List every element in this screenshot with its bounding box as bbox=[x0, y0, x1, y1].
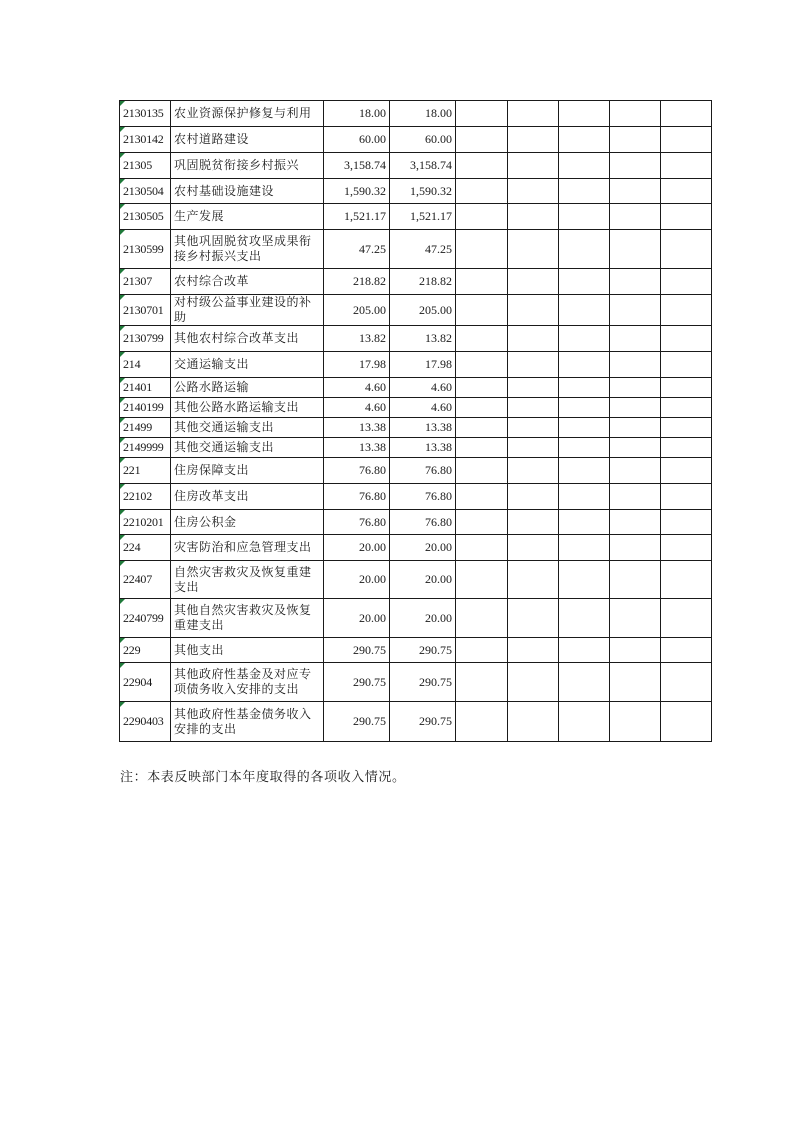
appropriation-amount: 1,521.17 bbox=[390, 204, 456, 230]
total-amount: 17.98 bbox=[324, 352, 390, 378]
empty-cell bbox=[559, 153, 610, 179]
empty-cell bbox=[508, 438, 559, 458]
empty-cell bbox=[456, 153, 508, 179]
appropriation-amount: 20.00 bbox=[390, 561, 456, 599]
cell-marker-icon bbox=[120, 510, 125, 515]
subject-code-cell bbox=[120, 295, 171, 326]
empty-cell bbox=[508, 561, 559, 599]
empty-cell bbox=[661, 269, 712, 295]
empty-cell bbox=[661, 326, 712, 352]
empty-cell bbox=[508, 326, 559, 352]
subject-code: 2130799 bbox=[123, 331, 164, 345]
empty-cell bbox=[508, 638, 559, 663]
table-row bbox=[120, 484, 712, 510]
empty-cell bbox=[661, 127, 712, 153]
table-row bbox=[120, 561, 712, 599]
subject-code: 21307 bbox=[123, 274, 153, 288]
empty-cell bbox=[508, 599, 559, 638]
empty-cell bbox=[559, 352, 610, 378]
empty-cell bbox=[559, 230, 610, 269]
subject-name: 农村道路建设 bbox=[171, 127, 324, 153]
appropriation-amount: 17.98 bbox=[390, 352, 456, 378]
empty-cell bbox=[610, 230, 661, 269]
subject-name: 灾害防治和应急管理支出 bbox=[171, 535, 324, 561]
cell-marker-icon bbox=[120, 204, 125, 209]
empty-cell bbox=[559, 295, 610, 326]
total-amount: 18.00 bbox=[324, 101, 390, 127]
empty-cell bbox=[661, 599, 712, 638]
subject-code-cell bbox=[120, 702, 171, 742]
empty-cell bbox=[610, 352, 661, 378]
total-amount: 4.60 bbox=[324, 378, 390, 398]
total-amount: 20.00 bbox=[324, 535, 390, 561]
subject-code-cell bbox=[120, 458, 171, 484]
cell-marker-icon bbox=[120, 438, 125, 443]
empty-cell bbox=[456, 458, 508, 484]
appropriation-amount: 60.00 bbox=[390, 127, 456, 153]
empty-cell bbox=[661, 153, 712, 179]
table-row bbox=[120, 418, 712, 438]
empty-cell bbox=[559, 378, 610, 398]
empty-cell bbox=[610, 438, 661, 458]
subject-code-cell bbox=[120, 663, 171, 702]
total-amount: 76.80 bbox=[324, 484, 390, 510]
subject-code-cell bbox=[120, 326, 171, 352]
subject-code-cell bbox=[120, 418, 171, 438]
empty-cell bbox=[456, 510, 508, 535]
cell-marker-icon bbox=[120, 326, 125, 331]
total-amount: 3,158.74 bbox=[324, 153, 390, 179]
empty-cell bbox=[661, 101, 712, 127]
empty-cell bbox=[508, 204, 559, 230]
subject-name: 自然灾害救灾及恢复重建支出 bbox=[171, 561, 324, 599]
table-row bbox=[120, 295, 712, 326]
budget-table-container bbox=[119, 100, 711, 742]
empty-cell bbox=[456, 438, 508, 458]
table-row bbox=[120, 101, 712, 127]
subject-code-cell bbox=[120, 599, 171, 638]
subject-name: 对村级公益事业建设的补助 bbox=[171, 295, 324, 326]
subject-code-cell bbox=[120, 484, 171, 510]
subject-name: 其他支出 bbox=[171, 638, 324, 663]
table-row bbox=[120, 326, 712, 352]
empty-cell bbox=[559, 398, 610, 418]
appropriation-amount: 76.80 bbox=[390, 458, 456, 484]
empty-cell bbox=[456, 352, 508, 378]
subject-code-cell bbox=[120, 153, 171, 179]
table-row bbox=[120, 127, 712, 153]
total-amount: 1,590.32 bbox=[324, 179, 390, 204]
total-amount: 290.75 bbox=[324, 663, 390, 702]
appropriation-amount: 76.80 bbox=[390, 484, 456, 510]
footnote: 注：本表反映部门本年度取得的各项收入情况。 bbox=[120, 769, 406, 784]
table-row bbox=[120, 535, 712, 561]
empty-cell bbox=[610, 179, 661, 204]
table-row bbox=[120, 204, 712, 230]
cell-marker-icon bbox=[120, 378, 125, 383]
total-amount: 1,521.17 bbox=[324, 204, 390, 230]
empty-cell bbox=[610, 269, 661, 295]
table-row bbox=[120, 352, 712, 378]
subject-code: 224 bbox=[123, 540, 141, 554]
empty-cell bbox=[559, 179, 610, 204]
empty-cell bbox=[508, 127, 559, 153]
empty-cell bbox=[661, 561, 712, 599]
total-amount: 4.60 bbox=[324, 398, 390, 418]
empty-cell bbox=[610, 127, 661, 153]
empty-cell bbox=[456, 230, 508, 269]
table-row bbox=[120, 599, 712, 638]
table-row bbox=[120, 153, 712, 179]
empty-cell bbox=[559, 458, 610, 484]
subject-name: 住房保障支出 bbox=[171, 458, 324, 484]
subject-name: 农村综合改革 bbox=[171, 269, 324, 295]
subject-code-cell bbox=[120, 535, 171, 561]
empty-cell bbox=[661, 204, 712, 230]
appropriation-amount: 290.75 bbox=[390, 702, 456, 742]
appropriation-amount: 290.75 bbox=[390, 663, 456, 702]
cell-marker-icon bbox=[120, 295, 125, 300]
cell-marker-icon bbox=[120, 418, 125, 423]
empty-cell bbox=[559, 204, 610, 230]
cell-marker-icon bbox=[120, 599, 125, 604]
subject-name: 其他巩固脱贫攻坚成果衔接乡村振兴支出 bbox=[171, 230, 324, 269]
total-amount: 47.25 bbox=[324, 230, 390, 269]
empty-cell bbox=[456, 561, 508, 599]
total-amount: 20.00 bbox=[324, 599, 390, 638]
cell-marker-icon bbox=[120, 230, 125, 235]
table-row bbox=[120, 663, 712, 702]
subject-code-cell bbox=[120, 638, 171, 663]
subject-name: 住房改革支出 bbox=[171, 484, 324, 510]
table-row bbox=[120, 230, 712, 269]
empty-cell bbox=[456, 702, 508, 742]
empty-cell bbox=[661, 230, 712, 269]
empty-cell bbox=[661, 352, 712, 378]
subject-code: 22904 bbox=[123, 674, 153, 689]
table-body bbox=[120, 101, 712, 742]
appropriation-amount: 20.00 bbox=[390, 599, 456, 638]
appropriation-amount: 20.00 bbox=[390, 535, 456, 561]
appropriation-amount: 18.00 bbox=[390, 101, 456, 127]
empty-cell bbox=[610, 295, 661, 326]
empty-cell bbox=[661, 458, 712, 484]
cell-marker-icon bbox=[120, 663, 125, 668]
appropriation-amount: 4.60 bbox=[390, 398, 456, 418]
empty-cell bbox=[661, 484, 712, 510]
appropriation-amount: 76.80 bbox=[390, 510, 456, 535]
empty-cell bbox=[661, 535, 712, 561]
empty-cell bbox=[508, 510, 559, 535]
empty-cell bbox=[508, 663, 559, 702]
empty-cell bbox=[610, 535, 661, 561]
subject-name: 其他农村综合改革支出 bbox=[171, 326, 324, 352]
empty-cell bbox=[610, 153, 661, 179]
empty-cell bbox=[508, 230, 559, 269]
subject-name: 生产发展 bbox=[171, 204, 324, 230]
empty-cell bbox=[508, 484, 559, 510]
appropriation-amount: 47.25 bbox=[390, 230, 456, 269]
empty-cell bbox=[456, 204, 508, 230]
empty-cell bbox=[508, 702, 559, 742]
empty-cell bbox=[456, 179, 508, 204]
total-amount: 205.00 bbox=[324, 295, 390, 326]
subject-code: 2130504 bbox=[123, 183, 164, 198]
total-amount: 290.75 bbox=[324, 638, 390, 663]
table-row bbox=[120, 702, 712, 742]
table-row bbox=[120, 378, 712, 398]
empty-cell bbox=[610, 638, 661, 663]
empty-cell bbox=[661, 438, 712, 458]
cell-marker-icon bbox=[120, 702, 125, 707]
cell-marker-icon bbox=[120, 458, 125, 463]
subject-code-cell bbox=[120, 378, 171, 398]
subject-code-cell bbox=[120, 438, 171, 458]
empty-cell bbox=[559, 599, 610, 638]
subject-code: 214 bbox=[123, 357, 141, 371]
empty-cell bbox=[456, 127, 508, 153]
table-row bbox=[120, 438, 712, 458]
empty-cell bbox=[610, 599, 661, 638]
subject-name: 巩固脱贫衔接乡村振兴 bbox=[171, 153, 324, 179]
empty-cell bbox=[610, 561, 661, 599]
empty-cell bbox=[456, 484, 508, 510]
empty-cell bbox=[456, 101, 508, 127]
empty-cell bbox=[559, 269, 610, 295]
empty-cell bbox=[559, 663, 610, 702]
subject-code: 2130599 bbox=[123, 241, 164, 256]
budget-table bbox=[119, 100, 712, 742]
empty-cell bbox=[661, 702, 712, 742]
subject-name: 住房公积金 bbox=[171, 510, 324, 535]
empty-cell bbox=[661, 418, 712, 438]
cell-marker-icon bbox=[120, 638, 125, 643]
empty-cell bbox=[508, 352, 559, 378]
empty-cell bbox=[610, 484, 661, 510]
empty-cell bbox=[610, 398, 661, 418]
subject-code: 229 bbox=[123, 642, 141, 657]
subject-code-cell bbox=[120, 398, 171, 418]
subject-name: 其他政府性基金及对应专项债务收入安排的支出 bbox=[171, 663, 324, 702]
subject-code-cell bbox=[120, 510, 171, 535]
empty-cell bbox=[559, 510, 610, 535]
empty-cell bbox=[508, 418, 559, 438]
empty-cell bbox=[456, 535, 508, 561]
empty-cell bbox=[508, 535, 559, 561]
subject-name: 其他公路水路运输支出 bbox=[171, 398, 324, 418]
empty-cell bbox=[610, 101, 661, 127]
subject-code: 21401 bbox=[123, 380, 153, 394]
empty-cell bbox=[559, 702, 610, 742]
empty-cell bbox=[456, 418, 508, 438]
empty-cell bbox=[508, 101, 559, 127]
subject-name: 其他自然灾害救灾及恢复重建支出 bbox=[171, 599, 324, 638]
empty-cell bbox=[456, 663, 508, 702]
appropriation-amount: 4.60 bbox=[390, 378, 456, 398]
subject-code: 221 bbox=[123, 463, 141, 477]
table-row bbox=[120, 510, 712, 535]
appropriation-amount: 3,158.74 bbox=[390, 153, 456, 179]
empty-cell bbox=[610, 204, 661, 230]
appropriation-amount: 205.00 bbox=[390, 295, 456, 326]
empty-cell bbox=[661, 510, 712, 535]
empty-cell bbox=[456, 398, 508, 418]
empty-cell bbox=[456, 638, 508, 663]
empty-cell bbox=[661, 398, 712, 418]
appropriation-amount: 1,590.32 bbox=[390, 179, 456, 204]
empty-cell bbox=[456, 326, 508, 352]
cell-marker-icon bbox=[120, 398, 125, 403]
empty-cell bbox=[559, 535, 610, 561]
subject-name: 农业资源保护修复与利用 bbox=[171, 101, 324, 127]
subject-name: 其他政府性基金债务收入安排的支出 bbox=[171, 702, 324, 742]
subject-code: 21305 bbox=[123, 158, 153, 172]
total-amount: 290.75 bbox=[324, 702, 390, 742]
subject-code: 22407 bbox=[123, 572, 153, 586]
cell-marker-icon bbox=[120, 179, 125, 184]
total-amount: 20.00 bbox=[324, 561, 390, 599]
subject-code-cell bbox=[120, 352, 171, 378]
empty-cell bbox=[559, 418, 610, 438]
total-amount: 218.82 bbox=[324, 269, 390, 295]
appropriation-amount: 13.38 bbox=[390, 438, 456, 458]
cell-marker-icon bbox=[120, 101, 125, 106]
appropriation-amount: 290.75 bbox=[390, 638, 456, 663]
empty-cell bbox=[456, 599, 508, 638]
table-row bbox=[120, 269, 712, 295]
total-amount: 13.38 bbox=[324, 438, 390, 458]
empty-cell bbox=[610, 510, 661, 535]
cell-marker-icon bbox=[120, 352, 125, 357]
subject-code: 2210201 bbox=[123, 514, 164, 529]
empty-cell bbox=[456, 269, 508, 295]
empty-cell bbox=[661, 663, 712, 702]
empty-cell bbox=[508, 378, 559, 398]
subject-code: 2149999 bbox=[123, 440, 164, 454]
empty-cell bbox=[610, 418, 661, 438]
empty-cell bbox=[559, 101, 610, 127]
empty-cell bbox=[559, 438, 610, 458]
appropriation-amount: 13.38 bbox=[390, 418, 456, 438]
empty-cell bbox=[456, 295, 508, 326]
subject-code-cell bbox=[120, 101, 171, 127]
subject-code: 2240799 bbox=[123, 610, 164, 625]
empty-cell bbox=[610, 458, 661, 484]
cell-marker-icon bbox=[120, 127, 125, 132]
empty-cell bbox=[508, 295, 559, 326]
appropriation-amount: 218.82 bbox=[390, 269, 456, 295]
cell-marker-icon bbox=[120, 535, 125, 540]
empty-cell bbox=[610, 378, 661, 398]
empty-cell bbox=[508, 458, 559, 484]
appropriation-amount: 13.82 bbox=[390, 326, 456, 352]
empty-cell bbox=[559, 326, 610, 352]
subject-code: 22102 bbox=[123, 489, 153, 503]
subject-code-cell bbox=[120, 269, 171, 295]
subject-name: 交通运输支出 bbox=[171, 352, 324, 378]
subject-name: 公路水路运输 bbox=[171, 378, 324, 398]
total-amount: 13.82 bbox=[324, 326, 390, 352]
empty-cell bbox=[508, 398, 559, 418]
empty-cell bbox=[610, 702, 661, 742]
subject-name: 其他交通运输支出 bbox=[171, 438, 324, 458]
empty-cell bbox=[559, 127, 610, 153]
empty-cell bbox=[508, 179, 559, 204]
subject-code: 2130135 bbox=[123, 106, 164, 120]
subject-code: 21499 bbox=[123, 420, 153, 434]
table-row bbox=[120, 398, 712, 418]
total-amount: 13.38 bbox=[324, 418, 390, 438]
cell-marker-icon bbox=[120, 269, 125, 274]
empty-cell bbox=[508, 153, 559, 179]
empty-cell bbox=[661, 638, 712, 663]
subject-code: 2130701 bbox=[123, 302, 164, 317]
subject-code-cell bbox=[120, 561, 171, 599]
table-row bbox=[120, 458, 712, 484]
subject-name: 其他交通运输支出 bbox=[171, 418, 324, 438]
cell-marker-icon bbox=[120, 484, 125, 489]
total-amount: 60.00 bbox=[324, 127, 390, 153]
empty-cell bbox=[610, 326, 661, 352]
empty-cell bbox=[559, 561, 610, 599]
empty-cell bbox=[610, 663, 661, 702]
subject-code: 2130142 bbox=[123, 132, 164, 146]
subject-code: 2130505 bbox=[123, 209, 164, 223]
cell-marker-icon bbox=[120, 153, 125, 158]
empty-cell bbox=[661, 378, 712, 398]
table-row bbox=[120, 638, 712, 663]
total-amount: 76.80 bbox=[324, 510, 390, 535]
cell-marker-icon bbox=[120, 561, 125, 566]
empty-cell bbox=[661, 295, 712, 326]
empty-cell bbox=[661, 179, 712, 204]
subject-code-cell bbox=[120, 230, 171, 269]
empty-cell bbox=[559, 484, 610, 510]
subject-code: 2290403 bbox=[123, 714, 164, 728]
subject-code-cell bbox=[120, 179, 171, 204]
empty-cell bbox=[559, 638, 610, 663]
empty-cell bbox=[456, 378, 508, 398]
empty-cell bbox=[508, 269, 559, 295]
subject-name: 农村基础设施建设 bbox=[171, 179, 324, 204]
subject-code: 2140199 bbox=[123, 400, 164, 414]
subject-code-cell bbox=[120, 204, 171, 230]
total-amount: 76.80 bbox=[324, 458, 390, 484]
table-row bbox=[120, 179, 712, 204]
subject-code-cell bbox=[120, 127, 171, 153]
